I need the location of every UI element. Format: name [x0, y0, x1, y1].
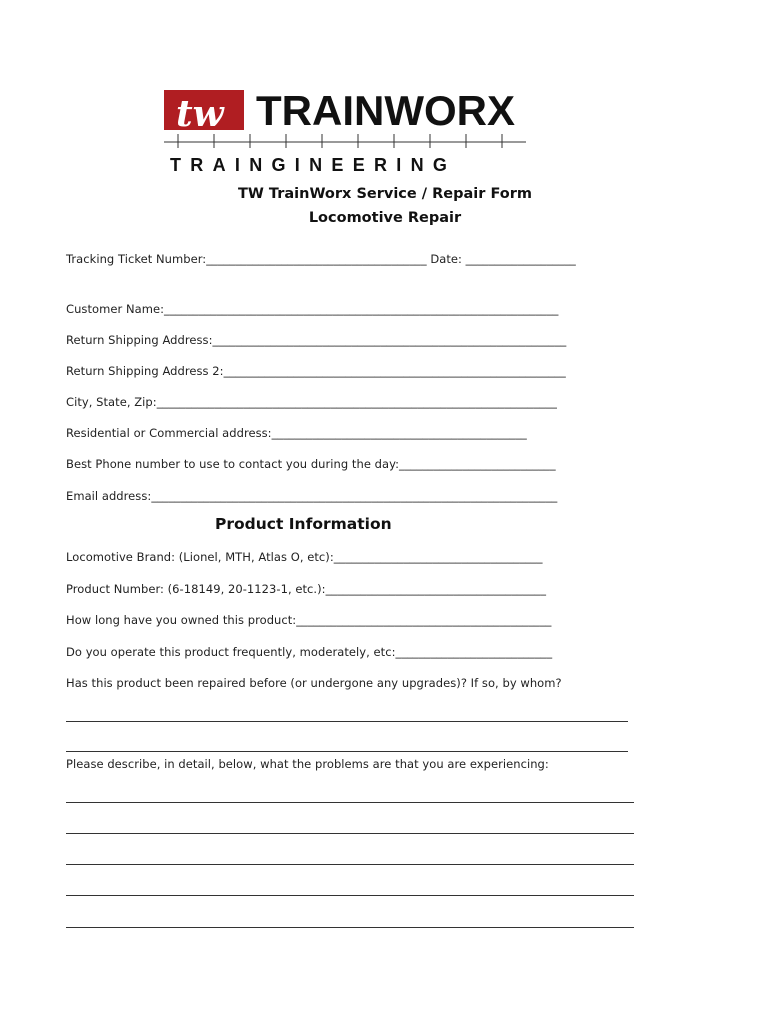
tracking-ticket-field[interactable]: Tracking Ticket Number:______________________________________ Date: ___________________: [66, 252, 576, 266]
problem-line-2[interactable]: [66, 833, 634, 834]
problem-line-1[interactable]: [66, 802, 634, 803]
product-number-field[interactable]: Product Number: (6-18149, 20-1123-1, etc.):______________________________________: [66, 582, 546, 596]
ownership-duration-field[interactable]: How long have you owned this product:____________________________________________: [66, 613, 552, 627]
usage-frequency-field[interactable]: Do you operate this product frequently, moderately, etc:___________________________: [66, 645, 553, 659]
form-subtitle: Locomotive Repair: [308, 210, 462, 226]
problem-line-3[interactable]: [66, 864, 634, 865]
form-title: TW TrainWorx Service / Repair Form: [238, 186, 532, 202]
repair-history-line-1[interactable]: [66, 721, 628, 722]
city-state-zip-field[interactable]: City, State, Zip:_____________________________________________________________________: [66, 395, 557, 409]
logo-tagline: TRAINGINEERING: [170, 155, 457, 175]
customer-name-field[interactable]: Customer Name:____________________________________________________________________: [66, 302, 559, 316]
address-type-field[interactable]: Residential or Commercial address:____________________________________________: [66, 426, 527, 440]
problem-line-4[interactable]: [66, 895, 634, 896]
logo-brand: TRAINWORX: [256, 87, 515, 134]
phone-field[interactable]: Best Phone number to use to contact you during the day:___________________________: [66, 457, 556, 471]
return-address-2-field[interactable]: Return Shipping Address 2:___________________________________________________________: [66, 364, 566, 378]
trainworx-logo: [148, 72, 536, 178]
problem-line-5[interactable]: [66, 927, 634, 928]
repair-history-question: Has this product been repaired before (or undergone any upgrades)? If so, by whom?: [66, 676, 562, 690]
locomotive-brand-field[interactable]: Locomotive Brand: (Lionel, MTH, Atlas O, etc):____________________________________: [66, 550, 543, 564]
describe-problems-prompt: Please describe, in detail, below, what the problems are that you are experiencing:: [66, 757, 549, 771]
logo-monogram: tw: [176, 93, 224, 135]
repair-history-line-2[interactable]: [66, 751, 628, 752]
product-info-heading: Product Information: [215, 515, 392, 533]
return-address-field[interactable]: Return Shipping Address:_____________________________________________________________: [66, 333, 567, 347]
email-field[interactable]: Email address:______________________________________________________________________: [66, 489, 558, 503]
